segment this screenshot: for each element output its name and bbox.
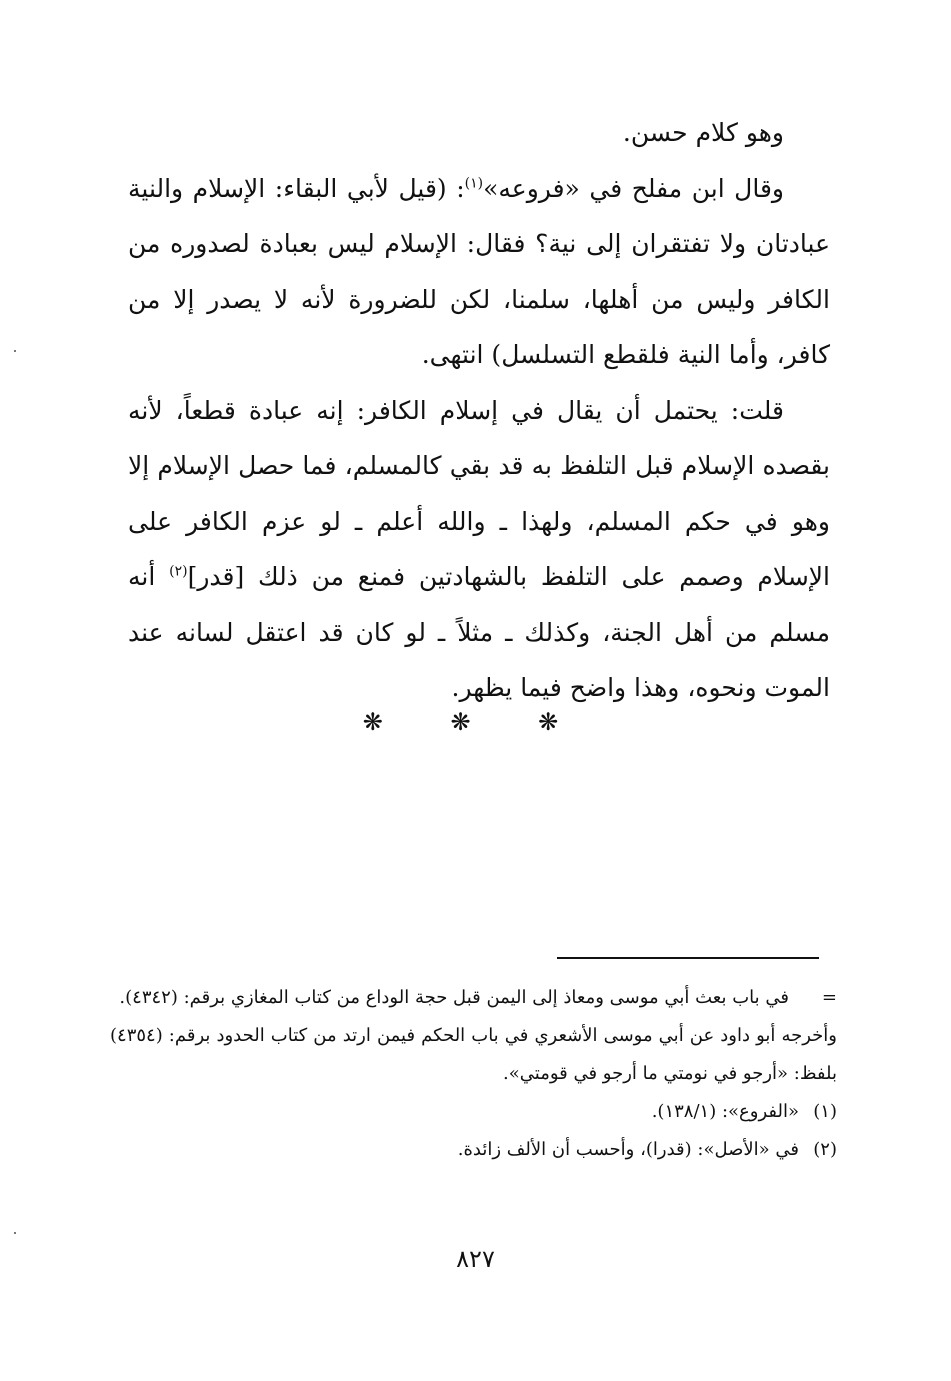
paragraph-ibn-muflih-rest: : (قيل لأبي البقاء: الإسلام والنية عبادتان ولا تفتقران إلى نية؟ فقال: الإسلام ليس بعبادة لصدوره من الكافر وليس من أهلها، سلمنا، لكن للضرورة لأنه لا يصدر إلا من كافر، وأما النية فلقطع التسلسل) انتهى. [128,173,830,369]
paragraph-qultu-rest: أنه مسلم من أهل الجنة، وكذلك ـ مثلاً ـ لو كان قد اعتقل لسانه عند الموت ونحوه، وهذا واضح فيما يظهر. [128,562,830,702]
footnote-1 [110,1093,837,1131]
scan-speck [14,1232,16,1234]
section-separator: ❋ ❋ ❋ [362,708,589,736]
paragraph-ibn-muflih [128,161,830,383]
paragraph-qultu-start: قلت: يحتمل أن يقال في إسلام الكافر: إنه عبادة قطعاً، لأنه بقصده الإسلام قبل التلفظ به قد بقي كالمسلم، فما حصل الإسلام إلا وهو في حكم المسلم، ولهذا ـ والله أعلم ـ لو عزم الكافر على الإسلام وصمم على التلفظ بالشهادتين فمنع من ذلك [قدر] [128,395,830,591]
footnote-2 [110,1131,837,1169]
continuation-mark: = [821,987,837,1008]
intro-line: وهو كلام حسن. [622,118,784,147]
paragraph-ibn-muflih-start: وقال ابن مفلح في «فروعه» [483,173,784,203]
main-text [128,105,830,716]
page-number: ٨٢٧ [456,1245,495,1273]
footnotes [110,979,837,1169]
footnote-number: (١) [813,1101,837,1122]
footnote-ref-2[interactable]: (٢) [169,563,188,580]
footnote-abu-dawud [110,1017,837,1093]
footnote-divider [557,957,819,959]
abu-dawud-text: وأخرجه أبو داود عن أبي موسى الأشعري في باب الحكم فيمن ارتد من كتاب الحدود برقم: (٤٣٥٤) بلفظ: «أرجو في نومتي ما أرجو في قومتي». [110,1025,837,1084]
continuation-text: في باب بعث أبي موسى ومعاذ إلى اليمن قبل حجة الوداع من كتاب المغازي برقم: (٤٣٤٢). [119,987,789,1008]
footnote-continuation [110,979,837,1017]
footnote-ref-1[interactable]: (١) [464,175,484,192]
scan-speck [14,350,16,352]
footnote-text: «الفروع»: (١٣٨/١). [651,1101,799,1122]
footnote-number: (٢) [813,1139,837,1160]
footnote-text: في «الأصل»: (قدرا)، وأحسب أن الألف زائدة. [457,1139,799,1160]
paragraph-qultu [128,383,830,716]
